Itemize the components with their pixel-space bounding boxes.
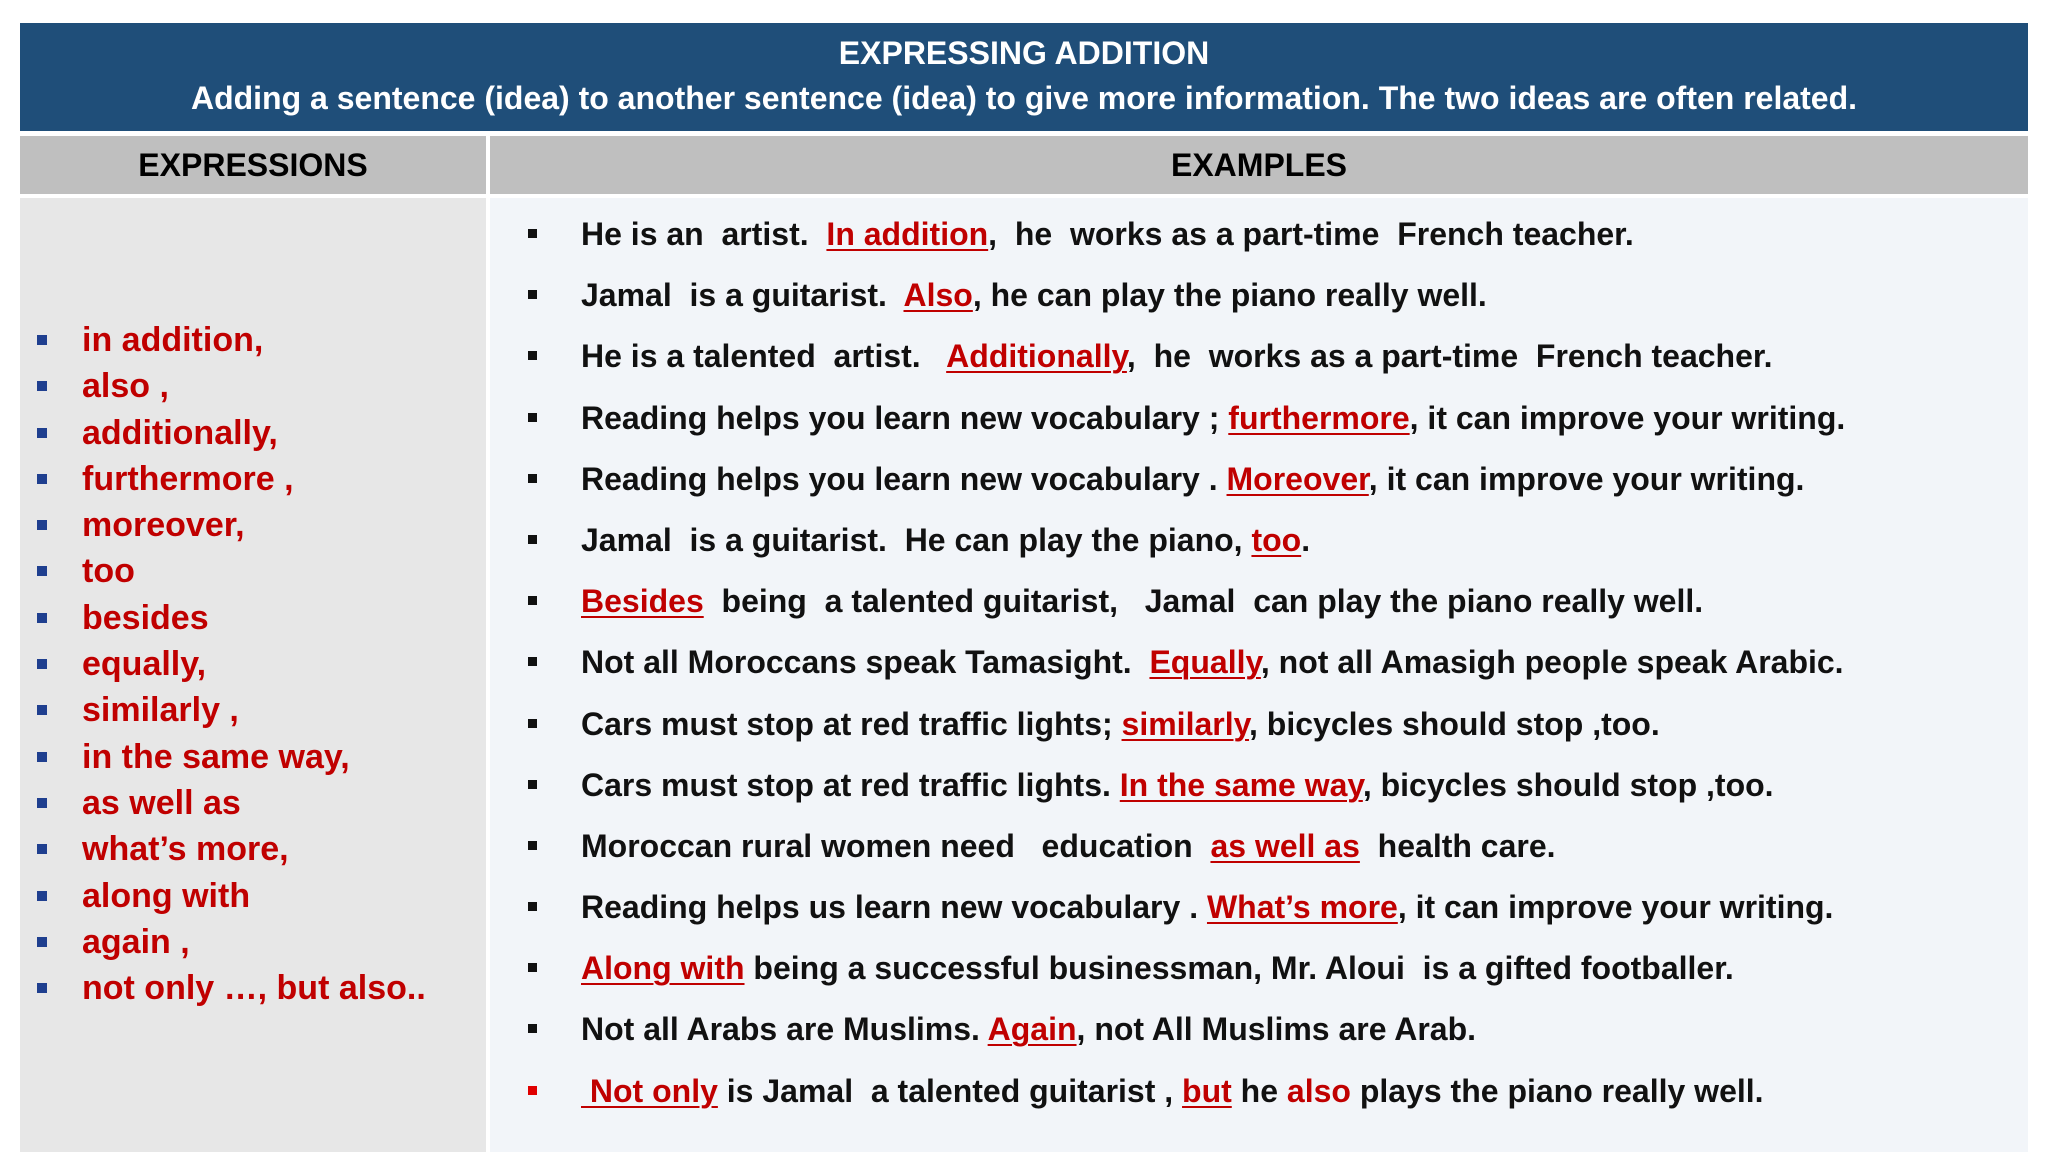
expressions-column [20,198,486,1152]
expression-item: equally, [20,641,426,687]
expression-item: too [20,548,426,594]
example-item [490,456,1845,517]
example-text: Cars must stop at red traffic lights; [581,705,1122,742]
example-text: health care. [1359,827,1556,864]
example-text: , bicycles should stop ,too. [1362,766,1774,803]
title-band [20,23,2028,131]
example-item [490,884,1845,945]
expression-item: furthermore , [20,456,426,502]
example-keyword: Moreover [1226,460,1369,497]
example-keyword: Additionally [946,338,1127,375]
page-subtitle: Adding a sentence (idea) to another sentence (idea) to give more information. The two ideas are often related. [190,80,1858,116]
example-text: Reading helps you learn new vocabulary ; [581,399,1229,436]
example-keyword: In addition [826,216,989,252]
example-item [490,1068,1845,1129]
example-text: Cars must stop at red traffic lights. [581,766,1120,803]
expression-item: what’s more, [20,826,426,872]
expression-item: again , [20,919,426,965]
example-text: being a successful businessman, Mr. Aloui is a gifted footballer. [744,950,1734,987]
expression-item: in the same way, [20,734,426,780]
example-item [490,272,1845,333]
page-title: EXPRESSING ADDITION [838,35,1210,71]
example-text: is Jamal a talented guitarist , [717,1072,1183,1109]
example-text: He is an artist. [581,216,827,252]
example-item [490,945,1845,1006]
example-text: , it can improve your writing. [1368,460,1805,497]
expression-item: also , [20,363,426,409]
example-item [490,1006,1845,1067]
example-item [490,578,1845,639]
example-keyword: Besides [581,583,704,620]
example-text: , he works as a part-time French teacher. [1126,338,1773,375]
expression-item: besides [20,595,426,641]
example-text: , he works as a part-time French teacher. [988,216,1634,252]
example-text: , it can improve your writing. [1397,889,1834,926]
example-keyword: In the same way [1119,766,1363,803]
example-keyword: also [1286,1072,1351,1109]
example-text: he [1231,1072,1287,1109]
expression-item: not only …, but also.. [20,965,426,1011]
expressions-header: EXPRESSIONS [20,136,486,194]
example-text: Jamal is a guitarist. He can play the piano, [581,521,1252,558]
expression-item: similarly , [20,687,426,733]
example-text: , not all Amasigh people speak Arabic. [1260,644,1844,681]
example-keyword: Along with [581,950,745,987]
example-text: Reading helps you learn new vocabulary . [581,460,1227,497]
example-text: He is a talented artist. [581,338,947,375]
example-keyword: Not only [581,1072,718,1109]
example-text: . [1301,521,1311,558]
example-text: Moroccan rural women need education [581,827,1211,864]
example-keyword: furthermore [1228,399,1410,436]
example-item [490,762,1845,823]
example-text: , not All Muslims are Arab. [1076,1011,1477,1048]
example-keyword: What’s more [1206,889,1398,926]
example-text: Not all Arabs are Muslims. [581,1011,988,1048]
example-item [490,211,1845,272]
example-text: being a talented guitarist, Jamal can play the piano really well. [703,583,1704,620]
examples-list [490,211,1845,1129]
addition-table [20,23,2028,1152]
example-text: , bicycles should stop ,too. [1249,705,1660,742]
example-item [490,333,1845,394]
example-keyword: too [1251,521,1302,558]
example-item [490,701,1845,762]
expression-item: additionally, [20,410,426,456]
example-text: Jamal is a guitarist. [581,277,904,314]
expression-item: as well as [20,780,426,826]
example-keyword: but [1182,1072,1232,1109]
examples-column [490,198,2028,1152]
example-keyword: Also [903,277,973,314]
expression-item: moreover, [20,502,426,548]
example-keyword: as well as [1210,827,1360,864]
example-item [490,823,1845,884]
expression-item: in addition, [20,317,426,363]
expressions-list [20,317,426,1011]
examples-header: EXAMPLES [490,136,2028,194]
example-text: , he can play the piano really well. [972,277,1487,314]
expression-item: along with [20,873,426,919]
example-keyword: Again [987,1011,1077,1048]
example-text: , it can improve your writing. [1409,399,1846,436]
example-keyword: Equally [1149,644,1261,681]
example-item [490,395,1845,456]
example-text: Not all Moroccans speak Tamasight. [581,644,1150,681]
example-keyword: similarly [1121,705,1250,742]
example-text: plays the piano really well. [1350,1072,1764,1109]
example-item [490,517,1845,578]
example-text: Reading helps us learn new vocabulary . [581,889,1207,926]
example-item [490,639,1845,700]
